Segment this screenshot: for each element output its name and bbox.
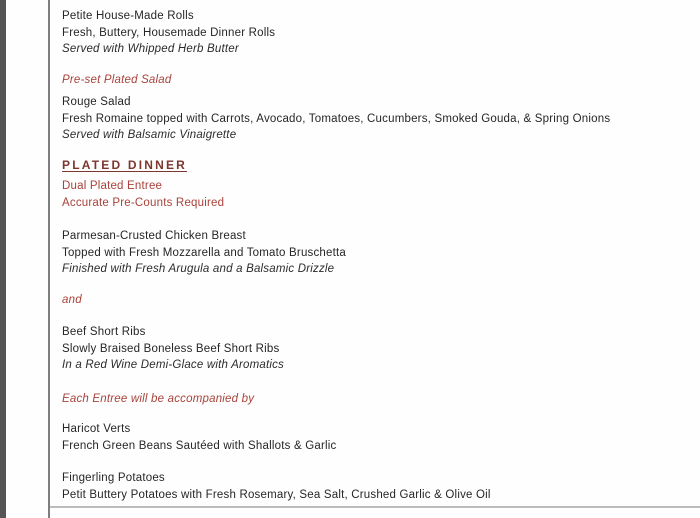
menu-item-note: In a Red Wine Demi-Glace with Aromatics	[62, 359, 285, 371]
entree-count-notes	[62, 178, 224, 211]
menu-item-rouge-salad	[62, 94, 610, 144]
menu-item-description: French Green Beans Sautéed with Shallots & Garlic	[62, 439, 337, 452]
course-label-text: Pre-set Plated Salad	[62, 74, 172, 86]
entree-note-line: Dual Plated Entree	[62, 180, 163, 192]
course-label-preset-salad	[62, 72, 171, 89]
menu-item-haricot-verts	[62, 421, 336, 454]
menu-item-description: Topped with Fresh Mozzarella and Tomato Bruschetta	[62, 246, 347, 259]
menu-item-name: Beef Short Ribs	[62, 326, 146, 338]
menu-item-chicken-breast	[62, 228, 346, 278]
menu-item-description: Petit Buttery Potatoes with Fresh Rosemary, Sea Salt, Crushed Garlic & Olive Oil	[62, 488, 491, 501]
menu-item-note: Served with Balsamic Vinaigrette	[62, 129, 237, 141]
menu-item-description: Fresh Romaine topped with Carrots, Avocado, Tomatoes, Cucumbers, Smoked Gouda, & Spring Onions	[62, 112, 611, 125]
menu-item-short-ribs	[62, 324, 284, 374]
accompaniment-label	[62, 391, 254, 408]
section-plated-dinner	[62, 157, 187, 175]
section-heading: PLATED DINNER	[62, 158, 188, 172]
conjunction-text: and	[62, 294, 82, 306]
bottom-divider-rule	[50, 506, 700, 508]
menu-item-name: Haricot Verts	[62, 423, 131, 435]
menu-item-name: Parmesan-Crusted Chicken Breast	[62, 230, 246, 242]
menu-item-note: Finished with Fresh Arugula and a Balsamic Drizzle	[62, 263, 335, 275]
menu-item-description: Fresh, Buttery, Housemade Dinner Rolls	[62, 26, 276, 39]
column-divider-rule	[48, 0, 50, 518]
menu-item-name: Rouge Salad	[62, 96, 131, 108]
menu-item-description: Slowly Braised Boneless Beef Short Ribs	[62, 342, 280, 355]
accompaniment-label-text: Each Entree will be accompanied by	[62, 393, 255, 405]
menu-item-name: Fingerling Potatoes	[62, 472, 165, 484]
window-left-edge-bar	[0, 0, 6, 518]
menu-item-name: Petite House-Made Rolls	[62, 10, 194, 22]
conjunction-label	[62, 292, 82, 309]
menu-item-fingerling-potatoes	[62, 470, 491, 503]
menu-item-note: Served with Whipped Herb Butter	[62, 43, 239, 55]
entree-note-line: Accurate Pre-Counts Required	[62, 196, 225, 209]
menu-item-rolls	[62, 8, 275, 58]
